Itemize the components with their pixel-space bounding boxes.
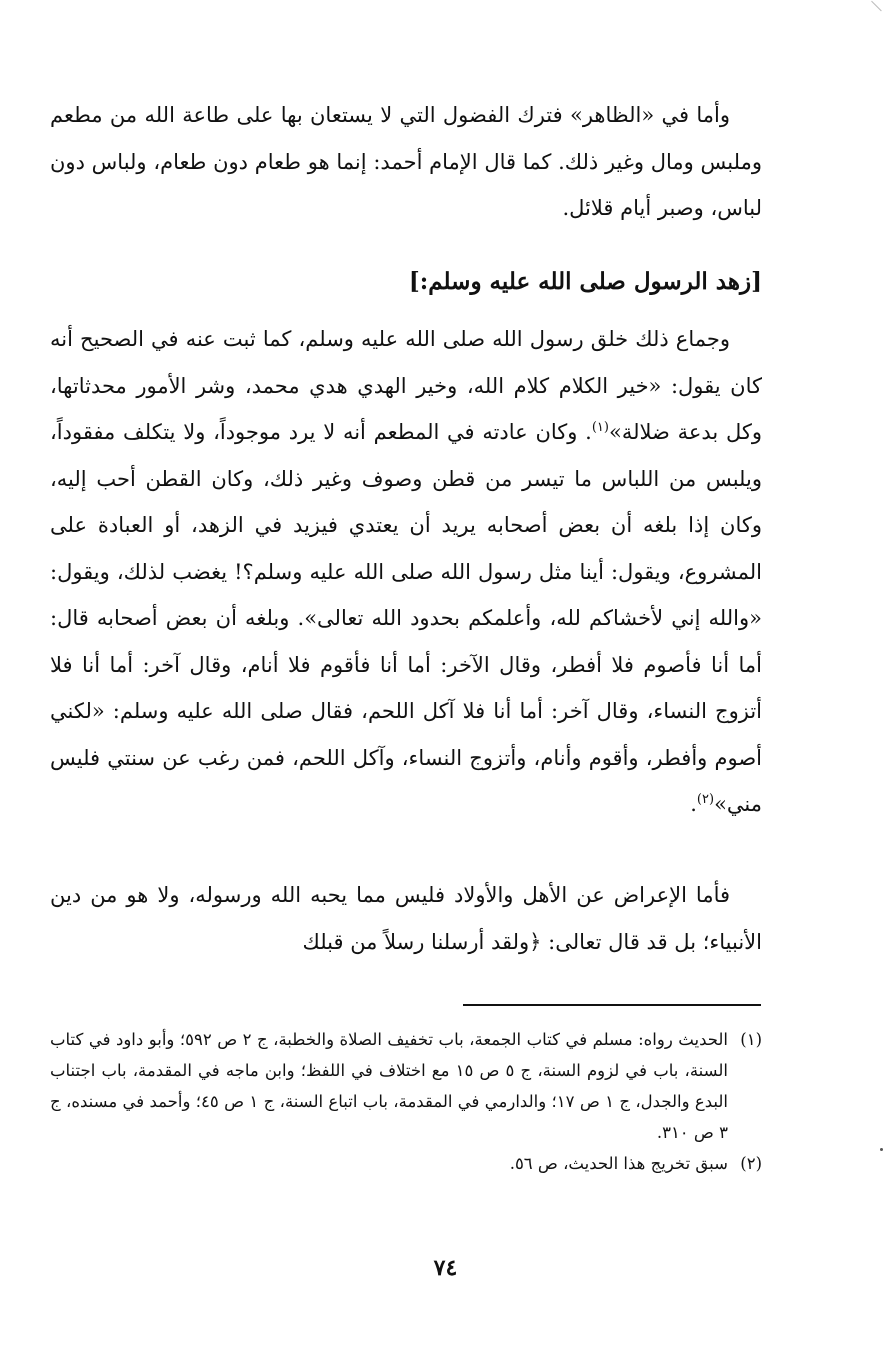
paragraph-3-text: فأما الإعراض عن الأهل والأولاد فليس مما يحبه الله ورسوله، ولا هو من دين الأنبياء؛ بل قد قال تعالى: ﴿ولقد أرسلنا رسلاً من قبلك [50, 883, 762, 954]
paragraph-1-text: وأما في «الظاهر» فترك الفضول التي لا يستعان بها على طاعة الله من مطعم وملبس ومال وغير ذلك. كما قال الإمام أحمد: إنما هو طعام دون طعام، ولباس دون لباس، وصبر أيام قلائل. [50, 103, 762, 220]
footnote-number: (٢) [740, 1154, 762, 1173]
footnote-text: الحديث رواه: مسلم في كتاب الجمعة، باب تخفيف الصلاة والخطبة، ج ٢ ص ٥٩٢؛ وأبو داود في كتاب السنة، باب في لزوم السنة، ج ٥ ص ١٥ مع اختلاف في اللفظ؛ وابن ماجه في المقدمة، باب اجتناب البدع والجدل، ج ١ ص ١٧؛ والدارمي في المقدمة، باب اتباع السنة، ج ١ ص ٤٥؛ وأحمد في مسنده، ج ٣ ص ٣١٠. [50, 1030, 728, 1142]
footnotes [50, 1024, 762, 1179]
footnote-text: سبق تخريج هذا الحديث، ص ٥٦. [509, 1154, 728, 1173]
footnote-number: (١) [740, 1030, 762, 1049]
footnote-separator [463, 1004, 761, 1006]
scan-edge-mark [880, 1148, 883, 1151]
footnote-2 [50, 1148, 762, 1179]
paragraph-1 [50, 92, 762, 232]
footnote-ref-2: (٢) [696, 792, 715, 807]
footnote-ref-1: (١) [591, 420, 609, 435]
paragraph-3 [50, 872, 762, 965]
paragraph-2-text-part-1: وجماع ذلك خلق رسول الله صلى الله عليه وسلم، كما ثبت عنه في الصحيح أنه كان يقول: «خير الكلام كلام الله، وخير الهدي هدي محمد، وشر الأمور محدثاتها، وكل بدعة ضلالة» [50, 327, 763, 444]
paragraph-2-text-part-2: . وكان عادته في المطعم أنه لا يرد موجوداً، ولا يتكلف مفقوداً، ويلبس من اللباس ما تيسر من قطن وصوف وغير ذلك، وكان القطن أحب إليه، وكان إذا بلغه أن بعض أصحابه يريد أن يعتدي فيزيد في الزهد، أو العبادة على المشروع، ويقول: أينا مثل رسول الله صلى الله عليه وسلم؟! يغضب لذلك، ويقول: «والله إني لأخشاكم لله، وأعلمكم بحدود الله تعالى». وبلغه أن بعض أصحابه قال: أما أنا فأصوم فلا أفطر، وقال الآخر: أما أنا فأقوم فلا أنام، وقال آخر: أما أنا فلا أتزوج النساء، وقال آخر: أما أنا فلا آكل اللحم، فقال صلى الله عليه وسلم: «لكني أصوم وأفطر، وأقوم وأنام، وأتزوج النساء، وآكل اللحم، فمن رغب عن سنتي فليس مني» [50, 420, 762, 816]
scan-corner-mark [861, 1, 882, 22]
page-number: ٧٤ [433, 1255, 458, 1281]
paragraph-2-text-part-3: . [690, 792, 697, 816]
footnote-1 [50, 1024, 762, 1148]
section-heading: [زهد الرسول صلى الله عليه وسلم:] [408, 268, 762, 295]
paragraph-2 [50, 316, 762, 828]
